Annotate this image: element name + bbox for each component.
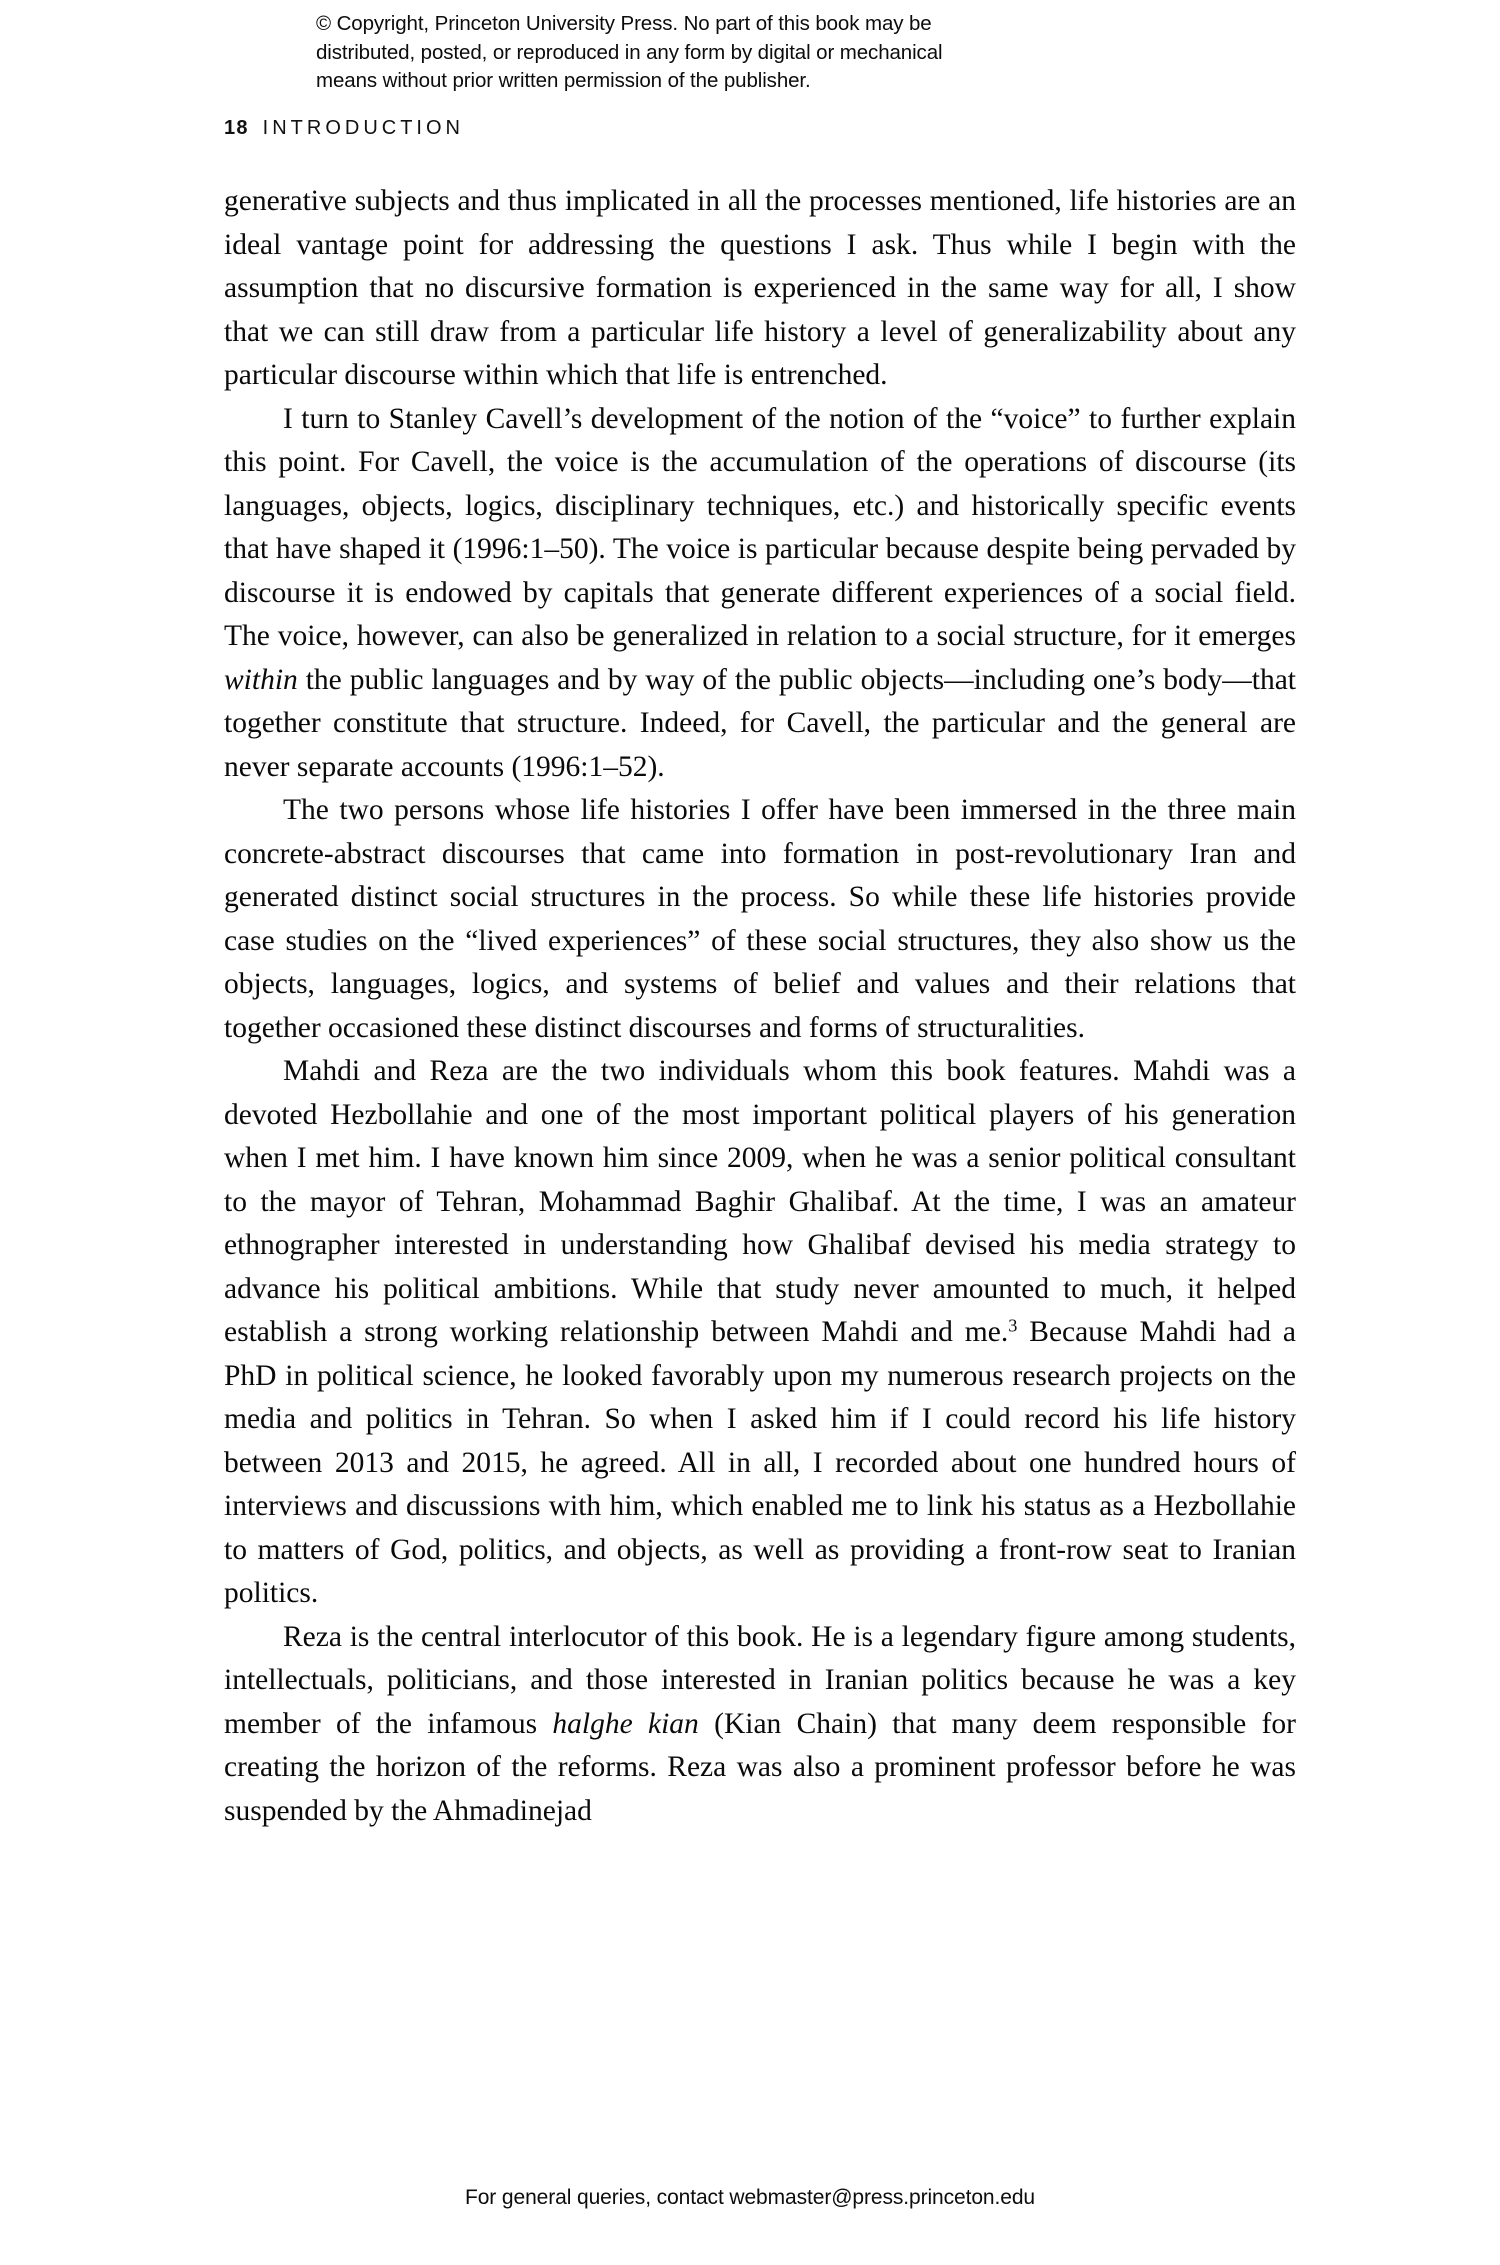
text-run: Mahdi and Reza are the two individuals whom this book features. Mahdi was a devoted Hezbollahie and one of the most important political players of his generation when I met him. I have known him since 2009, when he was a senior political consultant to the mayor of Tehran, Mohammad Baghir Ghalibaf. At the time, I was an amateur ethnographer interested in understanding how Ghalibaf devised his media strategy to advance his political ambitions. While that study never amounted to much, it helped establish a strong working relationship between Mahdi and me. xyxy=(224,1055,1296,1348)
text-run: Reza is the central interlocutor of this book. He is a legendary figure among students, intellectuals, politicians, and those interested in Iranian politics because he was a key member of the infamous xyxy=(224,1620,1296,1740)
footer-queries-note: For general queries, contact webmaster@press.princeton.edu xyxy=(465,2186,1035,2209)
text-run: Because Mahdi had a PhD in political science, he looked favorably upon my numerous research projects on the media and politics in Tehran. So when I asked him if I could record his life history between 2013 and 2015, he agreed. All in all, I recorded about one hundred hours of interviews and discussions with him, which enabled me to link his status as a Hezbollahie to matters of God, politics, and objects, as well as providing a front-row seat to Iranian politics. xyxy=(224,1316,1296,1609)
copyright-notice xyxy=(316,10,1166,96)
italic-term-halghe-kian: halghe kian xyxy=(552,1707,699,1740)
copyright-line-2: distributed, posted, or reproduced in any form by digital or mechanical xyxy=(316,40,943,64)
paragraph-cavell-voice xyxy=(224,398,1296,790)
paragraph-two-persons: The two persons whose life histories I offer have been immersed in the three main concrete-abstract discourses that came into formation in post-revolutionary Iran and generated distinct social structures in the process. So while these life histories provide case studies on the “lived experiences” of these social structures, they also show us the objects, languages, logics, and systems of belief and values and their relations that together occasioned these distinct discourses and forms of structuralities. xyxy=(224,794,1296,1044)
text-run: (Kian Chain) that many deem responsible for creating the horizon of the reforms. Reza was also a prominent professor before he was suspended by the Ahmadinejad xyxy=(224,1707,1296,1827)
running-head xyxy=(224,117,464,140)
text-run: the public languages and by way of the public objects—including one’s body—that together constitute that structure. Indeed, for Cavell, the particular and the general are never separate accounts (1996:1–52). xyxy=(224,663,1296,783)
footnote-reference-3[interactable]: 3 xyxy=(1008,1315,1018,1336)
copyright-line-3: means without prior written permission of the publisher. xyxy=(316,69,811,92)
page-number: 18 xyxy=(224,117,249,139)
paragraph-reza xyxy=(224,1616,1296,1834)
italic-term-within: within xyxy=(224,663,298,696)
text-run: I turn to Stanley Cavell’s development of the notion of the “voice” to further explain this point. For Cavell, the voice is the accumulation of the operations of discourse (its languages, objects, logics, disciplinary techniques, etc.) and historically specific events that have shaped it (1996:1–50). The voice is particular because despite being pervaded by discourse it is endowed by capitals that generate different experiences of a social field. The voice, however, can also be generalized in relation to a social structure, for it emerges xyxy=(224,402,1296,652)
paragraph-mahdi xyxy=(224,1050,1296,1616)
paragraph-continuation: generative subjects and thus implicated in all the processes mentioned, life histories are an ideal vantage point for addressing the questions I ask. Thus while I begin with the assumption that no discursive formation is experienced in the same way for all, I show that we can still draw from a particular life history a level of generalizability about any particular discourse within which that life is entrenched. xyxy=(224,185,1296,391)
body-text-column xyxy=(224,180,1296,1833)
running-head-title: INTRODUCTION xyxy=(262,117,464,139)
copyright-line-1: © Copyright, Princeton University Press. No part of this book may be xyxy=(316,12,932,35)
